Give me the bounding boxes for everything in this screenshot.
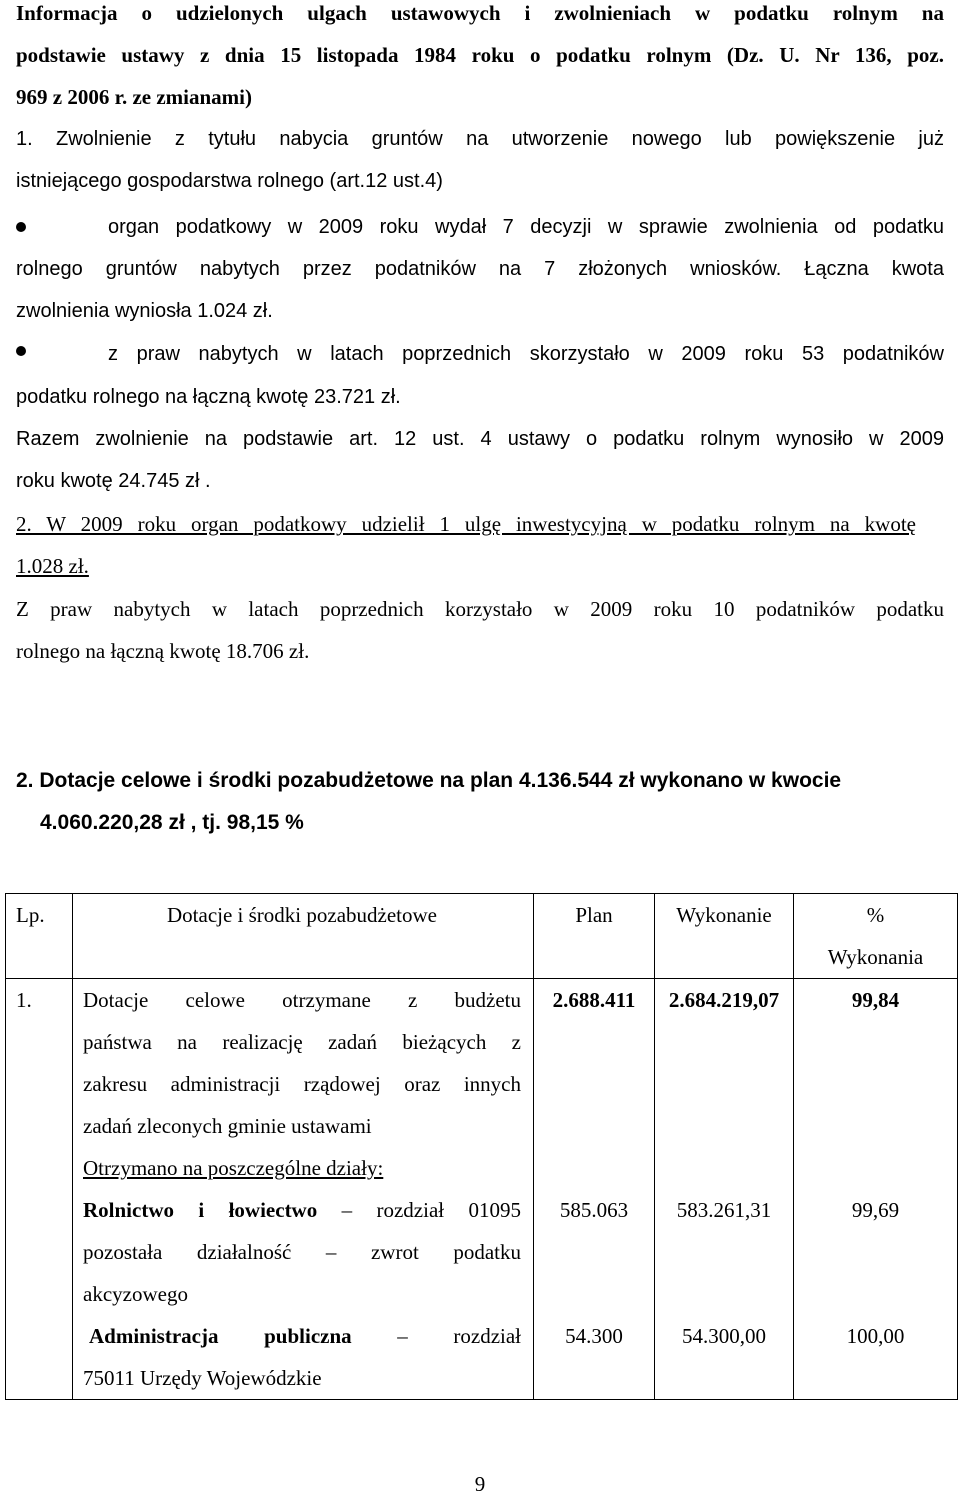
sub2-plan: 54.300: [565, 1324, 623, 1348]
sub1-line-1: Rolnictwo i łowiectwo – rozdział 01095: [83, 1198, 522, 1222]
dotacje-table: [5, 893, 958, 1400]
bullet2-line-1: z praw nabytych w latach poprzednich skorzystało w 2009 roku 53 podatników: [108, 343, 944, 365]
header-plan: Plan: [534, 894, 655, 979]
sub1-line-2: pozostała działalność – zwrot podatku: [83, 1240, 521, 1264]
row-name-line-1: Dotacje celowe otrzymane z budżetu: [83, 988, 521, 1012]
header-percent: % Wykonania: [794, 894, 958, 979]
sub1-percent: 99,69: [851, 1198, 900, 1222]
sub1-plan: 585.063: [559, 1198, 629, 1222]
bullet-icon: [16, 346, 26, 356]
section1-total-line-1: Razem zwolnienie na podstawie art. 12 ust. 4 ustawy o podatku rolnym wynosiło w 2009: [16, 428, 944, 450]
row-name-line-3: zakresu administracji rządowej oraz innych: [83, 1072, 521, 1096]
row-lp: 1.: [6, 979, 73, 1400]
table-header-row: [6, 894, 958, 979]
bullet1-line-3: zwolnienia wyniosła 1.024 zł.: [16, 300, 273, 322]
row-name: [73, 979, 534, 1400]
row-plan: 2.688.411 585.063 54.300: [534, 979, 655, 1400]
header-name: Dotacje i środki pozabudżetowe: [73, 894, 534, 979]
received-label: Otrzymano na poszczególne działy:: [83, 1156, 384, 1180]
heading-line-1: Informacja o udzielonych ulgach ustawowych i zwolnieniach w podatku rolnym na: [16, 1, 944, 25]
section2-line-2: 1.028 zł.: [16, 554, 89, 578]
heading-line-3: 969 z 2006 r. ze zmianami): [16, 85, 253, 109]
bullet2-line-2: podatku rolnego na łączną kwotę 23.721 zł.: [16, 386, 401, 408]
table-row: [6, 979, 958, 1400]
sub1-wykonanie: 583.261,31: [676, 1198, 772, 1222]
row-percent: 99,84 99,69 100,00: [794, 979, 958, 1400]
sub2-line-2: 75011 Urzędy Wojewódzkie: [83, 1366, 322, 1390]
header-wykonanie: Wykonanie: [655, 894, 794, 979]
section2-line-3: Z praw nabytych w latach poprzednich korzystało w 2009 roku 10 podatników podatku: [16, 597, 944, 621]
bullet1-line-1: organ podatkowy w 2009 roku wydał 7 decyzji w sprawie zwolnienia od podatku: [108, 216, 944, 238]
section2-line-4: rolnego na łączną kwotę 18.706 zł.: [16, 639, 310, 663]
heading-line-2: podstawie ustawy z dnia 15 listopada 1984 roku o podatku rolnym (Dz. U. Nr 136, poz.: [16, 43, 944, 67]
section1-title-line-2: istniejącego gospodarstwa rolnego (art.12 ust.4): [16, 170, 443, 192]
page-number: 9: [474, 1472, 486, 1496]
row-name-line-4: zadań zleconych gminie ustawami: [83, 1114, 372, 1138]
header-lp: Lp.: [6, 894, 73, 979]
section2-line-1: 2. W 2009 roku organ podatkowy udzielił 1 ulgę inwestycyjną w podatku rolnym na kwotę: [16, 512, 916, 536]
bullet1-line-2: rolnego gruntów nabytych przez podatników na 7 złożonych wniosków. Łączna kwota: [16, 258, 944, 280]
dotacje-heading-line-1: 2. Dotacje celowe i środki pozabudżetowe na plan 4.136.544 zł wykonano w kwocie: [16, 769, 842, 792]
section1-title-line-1: 1. Zwolnienie z tytułu nabycia gruntów na utworzenie nowego lub powiększenie już: [16, 128, 944, 150]
sub2-wykonanie: 54.300,00: [682, 1324, 766, 1348]
row-name-line-2: państwa na realizację zadań bieżących z: [83, 1030, 521, 1054]
bullet-icon: [16, 222, 26, 232]
sub2-line-1: Administracja publiczna – rozdział: [89, 1324, 522, 1348]
row-wykonanie: 2.684.219,07 583.261,31 54.300,00: [655, 979, 794, 1400]
sub1-line-3: akcyzowego: [83, 1282, 188, 1306]
dotacje-heading-line-2: 4.060.220,28 zł , tj. 98,15 %: [40, 811, 304, 834]
sub2-percent: 100,00: [846, 1324, 905, 1348]
section1-total-line-2: roku kwotę 24.745 zł .: [16, 470, 211, 492]
